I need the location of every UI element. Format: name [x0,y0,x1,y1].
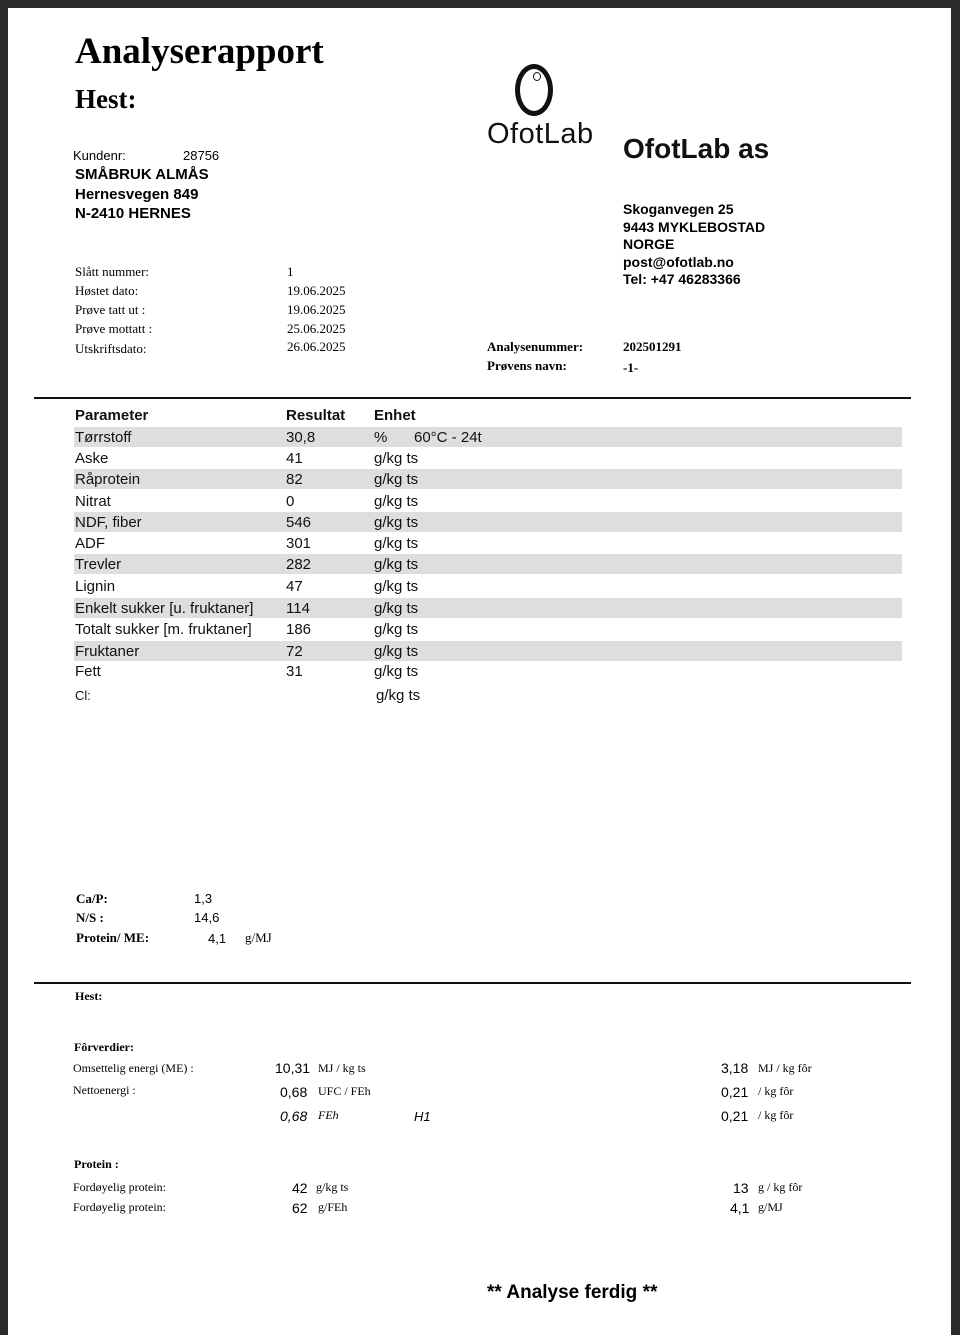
analysis-number: 202501291 [623,339,682,354]
report-subtitle: Hest: [75,84,137,114]
ne-label: Nettoenergi : [73,1083,136,1097]
dp2-label: Fordøyelig protein: [73,1200,166,1214]
company-address: Skoganvegen 25 [623,201,734,217]
sample-name: -1- [623,360,639,375]
feh-unit: FEh [318,1108,339,1122]
dp1-value-feed: 13 [733,1180,749,1196]
sample-value: 25.06.2025 [287,321,346,336]
ne-value-feed: 0,21 [721,1084,749,1100]
company-name: OfotLab as [623,133,770,164]
table-row [74,512,902,532]
row-unit: g/kg ts [374,643,419,660]
me-unit: MJ / kg ts [318,1061,366,1075]
company-country: NORGE [623,236,675,252]
table-row [74,448,902,468]
dp1-unit-feed: g / kg fôr [758,1180,803,1194]
row-result: 30,8 [286,429,316,446]
row-parameter: NDF, fiber [75,514,142,531]
row-parameter: Totalt sukker [m. fruktaner] [75,621,252,638]
row-unit: g/kg ts [374,556,419,573]
ratio-label: Protein/ ME: [76,930,150,945]
dp2-value-feed: 4,1 [730,1200,750,1216]
row-result: 41 [286,450,303,467]
table-row [74,554,902,574]
customer-number: 28756 [183,148,220,163]
ratio-unit: g/MJ [245,930,272,945]
sample-label: Slått nummer: [75,264,150,279]
row-result: 47 [286,578,303,595]
divider [34,982,911,984]
dp1-value: 42 [292,1180,308,1196]
me-value: 10,31 [275,1060,311,1076]
sample-label: Prøve tatt ut : [75,302,146,317]
row-result: 114 [286,600,310,617]
table-row [74,598,902,618]
sample-label: Prøve mottatt : [75,321,153,336]
row-unit: g/kg ts [374,514,419,531]
section-title: Hest: [75,989,103,1003]
sample-label: Utskriftsdato: [75,341,147,356]
ne-unit-feed: / kg fôr [758,1084,794,1098]
logo-text: OfotLab [487,118,594,150]
row-parameter: Nitrat [75,493,111,510]
ratio-value: 14,6 [194,910,220,925]
row-unit: g/kg ts [374,493,419,510]
customer-postal: N-2410 HERNES [75,205,191,222]
ne-value: 0,68 [280,1084,308,1100]
feh-value-feed: 0,21 [721,1108,749,1124]
customer-address: Hernesvegen 849 [75,186,199,203]
header-parameter: Parameter [75,407,149,424]
table-row [74,469,902,489]
row-parameter: ADF [75,535,105,552]
table-row [74,641,902,661]
forverdier-heading: Fôrverdier: [74,1040,134,1054]
sample-value: 19.06.2025 [287,302,346,317]
ratio-value: 1,3 [194,891,213,906]
header-unit: Enhet [374,407,416,424]
ratio-label: N/S : [76,910,104,925]
row-parameter: Råprotein [75,471,141,488]
sample-name-label: Prøvens navn: [487,358,567,373]
company-email: post@ofotlab.no [623,254,734,270]
row-result: 186 [286,621,312,638]
row-unit: g/kg ts [374,471,419,488]
row-unit: g/kg ts [374,578,419,595]
ne-unit: UFC / FEh [318,1084,371,1098]
analysis-status: ** Analyse ferdig ** [487,1282,658,1303]
report-title: Analyserapport [75,31,324,72]
row-parameter: Tørrstoff [75,429,132,446]
table-header [74,405,902,425]
me-unit-feed: MJ / kg fôr [758,1061,812,1075]
row-result: 82 [286,471,303,488]
row-result: 72 [286,643,303,660]
protein-heading: Protein : [74,1157,119,1171]
dp2-unit: g/FEh [318,1200,348,1214]
row-result: 301 [286,535,312,552]
report-page [8,8,951,1335]
me-label: Omsettelig energi (ME) : [73,1061,194,1075]
row-unit: g/kg ts [374,600,419,617]
table-row [74,533,902,553]
header-result: Resultat [286,407,346,424]
row-unit: % [374,429,388,446]
dp1-label: Fordøyelig protein: [73,1180,166,1194]
dp2-unit-feed: g/MJ [758,1200,783,1214]
row-result: 546 [286,514,312,531]
row-unit: g/kg ts [374,621,419,638]
table-row [74,576,902,596]
customer-name: SMÅBRUK ALMÅS [75,166,209,183]
me-value-feed: 3,18 [721,1060,749,1076]
customer-number-label: Kundenr: [73,148,126,163]
row-parameter: Aske [75,450,109,467]
row-parameter: Trevler [75,556,122,573]
row-result: 0 [286,493,295,510]
row-parameter: Enkelt sukker [u. fruktaner] [75,600,254,617]
row-result: 282 [286,556,312,573]
ofotlab-logo-icon [515,64,553,116]
sample-value: 1 [287,264,294,279]
dp2-value: 62 [292,1200,308,1216]
row-result: 31 [286,663,303,680]
ratio-value: 4,1 [208,931,227,946]
row-parameter: Cl: [75,688,91,703]
row-parameter: Fruktaner [75,643,140,660]
analysis-number-label: Analysenummer: [487,339,584,354]
feh-unit-feed: / kg fôr [758,1108,794,1122]
table-row [74,619,902,639]
row-unit: g/kg ts [376,687,421,704]
divider [34,397,911,399]
sample-value: 19.06.2025 [287,283,346,298]
row-unit: g/kg ts [374,663,419,680]
row-note: 60°C - 24t [414,429,482,446]
feh-value: 0,68 [280,1108,308,1124]
row-unit: g/kg ts [374,450,419,467]
table-row [74,685,902,705]
row-parameter: Lignin [75,578,116,595]
row-parameter: Fett [75,663,101,680]
table-row [74,661,902,681]
sample-label: Høstet dato: [75,283,139,298]
table-row [74,491,902,511]
row-unit: g/kg ts [374,535,419,552]
dp1-unit: g/kg ts [316,1180,349,1194]
ratio-label: Ca/P: [76,891,108,906]
company-postal: 9443 MYKLEBOSTAD [623,219,766,235]
sample-value: 26.06.2025 [287,339,346,354]
table-row [74,427,902,447]
feh-tag: H1 [414,1109,431,1124]
company-phone: Tel: +47 46283366 [623,271,741,287]
